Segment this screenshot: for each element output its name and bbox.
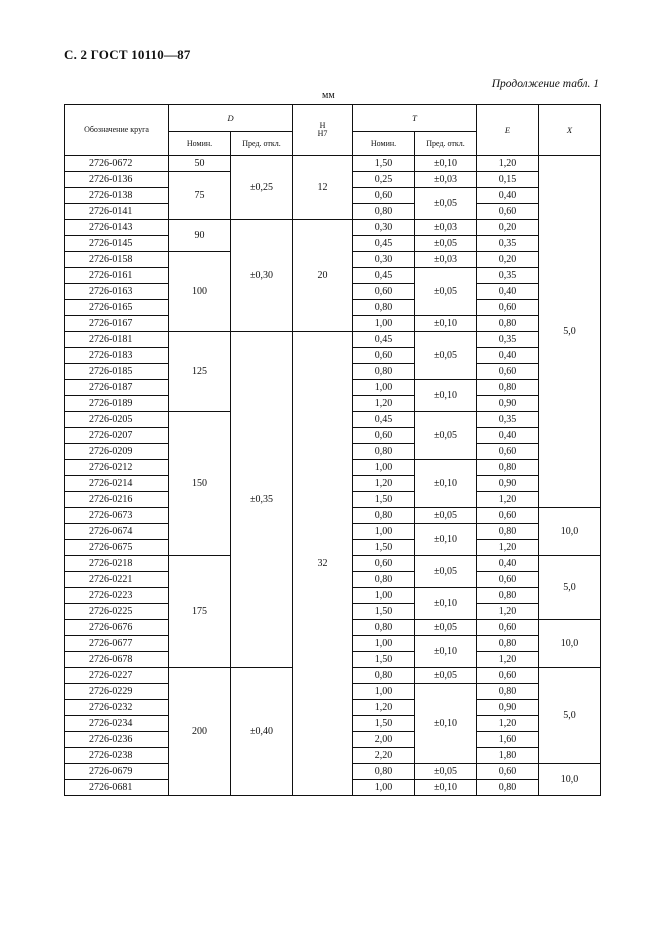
d-nominal-cell: 90 [169,220,231,252]
t-deviation-cell: ±0,05 [415,412,477,460]
d-nominal-cell: 100 [169,252,231,332]
designation-cell: 2726-0232 [65,700,169,716]
designation-cell: 2726-0677 [65,636,169,652]
x-cell: 10,0 [539,508,601,556]
t-deviation-cell: ±0,10 [415,156,477,172]
e-cell: 0,35 [477,412,539,428]
e-cell: 0,40 [477,348,539,364]
t-deviation-cell: ±0,05 [415,332,477,380]
e-cell: 0,90 [477,396,539,412]
t-deviation-cell: ±0,10 [415,316,477,332]
d-nominal-cell: 75 [169,172,231,220]
t-nominal-cell: 0,45 [353,236,415,252]
e-cell: 0,15 [477,172,539,188]
t-nominal-cell: 0,80 [353,364,415,380]
e-cell: 0,80 [477,684,539,700]
t-deviation-cell: ±0,05 [415,668,477,684]
e-cell: 0,35 [477,332,539,348]
t-deviation-cell: ±0,10 [415,524,477,556]
e-cell: 0,60 [477,364,539,380]
designation-cell: 2726-0209 [65,444,169,460]
header-h-symbol: H [319,121,326,130]
t-nominal-cell: 0,80 [353,444,415,460]
e-cell: 0,60 [477,444,539,460]
t-nominal-cell: 0,45 [353,332,415,348]
d-deviation-cell: ±0,25 [231,156,293,220]
t-deviation-cell: ±0,05 [415,620,477,636]
t-nominal-cell: 0,80 [353,204,415,220]
d-nominal-cell: 175 [169,556,231,668]
e-cell: 0,90 [477,476,539,492]
e-cell: 0,40 [477,188,539,204]
designation-cell: 2726-0672 [65,156,169,172]
e-cell: 1,20 [477,652,539,668]
h-cell: 12 [293,156,353,220]
designation-cell: 2726-0158 [65,252,169,268]
designation-cell: 2726-0678 [65,652,169,668]
e-cell: 1,60 [477,732,539,748]
t-nominal-cell: 1,00 [353,780,415,796]
designation-cell: 2726-0165 [65,300,169,316]
t-nominal-cell: 0,25 [353,172,415,188]
e-cell: 0,40 [477,428,539,444]
t-deviation-cell: ±0,10 [415,588,477,620]
e-cell: 0,40 [477,556,539,572]
designation-cell: 2726-0681 [65,780,169,796]
t-nominal-cell: 2,00 [353,732,415,748]
e-cell: 0,80 [477,636,539,652]
e-cell: 0,60 [477,764,539,780]
header-h [293,105,353,156]
e-cell: 0,20 [477,252,539,268]
x-cell: 5,0 [539,156,601,508]
e-cell: 0,35 [477,268,539,284]
designation-cell: 2726-0183 [65,348,169,364]
designation-cell: 2726-0214 [65,476,169,492]
t-nominal-cell: 1,20 [353,700,415,716]
designation-cell: 2726-0189 [65,396,169,412]
t-deviation-cell: ±0,10 [415,460,477,508]
t-nominal-cell: 0,80 [353,764,415,780]
d-deviation-cell: ±0,35 [231,332,293,668]
t-nominal-cell: 0,80 [353,620,415,636]
d-nominal-cell: 125 [169,332,231,412]
t-nominal-cell: 0,80 [353,668,415,684]
e-cell: 0,80 [477,460,539,476]
e-cell: 0,80 [477,524,539,540]
header-d: D [169,105,293,132]
t-nominal-cell: 0,60 [353,556,415,572]
e-cell: 1,20 [477,604,539,620]
wheel-dimensions-table [64,104,601,796]
e-cell: 0,40 [477,284,539,300]
designation-cell: 2726-0673 [65,508,169,524]
e-cell: 0,80 [477,780,539,796]
designation-cell: 2726-0236 [65,732,169,748]
t-nominal-cell: 0,30 [353,252,415,268]
x-cell: 10,0 [539,764,601,796]
t-nominal-cell: 1,50 [353,540,415,556]
designation-cell: 2726-0225 [65,604,169,620]
table-row [65,156,601,172]
e-cell: 1,20 [477,492,539,508]
header-t-pred: Пред. откл. [415,132,477,156]
t-nominal-cell: 1,50 [353,492,415,508]
designation-cell: 2726-0138 [65,188,169,204]
header-d-pred: Пред. откл. [231,132,293,156]
e-cell: 1,80 [477,748,539,764]
e-cell: 0,60 [477,204,539,220]
designation-cell: 2726-0207 [65,428,169,444]
d-deviation-cell: ±0,40 [231,668,293,796]
t-nominal-cell: 0,60 [353,188,415,204]
designation-cell: 2726-0212 [65,460,169,476]
t-deviation-cell: ±0,03 [415,252,477,268]
e-cell: 0,90 [477,700,539,716]
t-nominal-cell: 1,20 [353,396,415,412]
designation-cell: 2726-0679 [65,764,169,780]
designation-cell: 2726-0187 [65,380,169,396]
designation-cell: 2726-0163 [65,284,169,300]
d-nominal-cell: 200 [169,668,231,796]
e-cell: 1,20 [477,540,539,556]
e-cell: 0,60 [477,508,539,524]
d-nominal-cell: 50 [169,156,231,172]
designation-cell: 2726-0143 [65,220,169,236]
designation-cell: 2726-0227 [65,668,169,684]
t-nominal-cell: 0,60 [353,348,415,364]
t-nominal-cell: 1,50 [353,604,415,620]
header-h-tolerance: H7 [317,129,328,138]
t-nominal-cell: 1,50 [353,652,415,668]
x-cell: 10,0 [539,620,601,668]
t-nominal-cell: 1,50 [353,716,415,732]
designation-cell: 2726-0181 [65,332,169,348]
table-continuation-note: Продолжение табл. 1 [491,78,599,90]
t-nominal-cell: 0,30 [353,220,415,236]
d-nominal-cell: 150 [169,412,231,556]
t-nominal-cell: 0,60 [353,284,415,300]
t-deviation-cell: ±0,05 [415,188,477,220]
t-deviation-cell: ±0,05 [415,508,477,524]
e-cell: 0,80 [477,316,539,332]
header-e: E [477,105,539,156]
designation-cell: 2726-0161 [65,268,169,284]
t-deviation-cell: ±0,10 [415,380,477,412]
e-cell: 1,20 [477,156,539,172]
e-cell: 0,60 [477,620,539,636]
t-nominal-cell: 1,00 [353,460,415,476]
t-nominal-cell: 1,00 [353,684,415,700]
designation-cell: 2726-0223 [65,588,169,604]
designation-cell: 2726-0229 [65,684,169,700]
header-d-nomin: Номин. [169,132,231,156]
t-nominal-cell: 1,00 [353,380,415,396]
designation-cell: 2726-0676 [65,620,169,636]
t-deviation-cell: ±0,10 [415,684,477,764]
x-cell: 5,0 [539,668,601,764]
e-cell: 0,80 [477,588,539,604]
e-cell: 0,80 [477,380,539,396]
table-row [65,332,601,348]
designation-cell: 2726-0185 [65,364,169,380]
x-cell: 5,0 [539,556,601,620]
e-cell: 0,20 [477,220,539,236]
t-nominal-cell: 0,80 [353,300,415,316]
t-nominal-cell: 0,60 [353,428,415,444]
t-deviation-cell: ±0,10 [415,780,477,796]
unit-label: мм [322,90,335,101]
t-deviation-cell: ±0,05 [415,236,477,252]
t-deviation-cell: ±0,05 [415,556,477,588]
header-designation: Обозначение круга [65,105,169,156]
e-cell: 0,60 [477,668,539,684]
e-cell: 0,35 [477,236,539,252]
t-deviation-cell: ±0,05 [415,268,477,316]
h-cell: 20 [293,220,353,332]
t-nominal-cell: 2,20 [353,748,415,764]
designation-cell: 2726-0205 [65,412,169,428]
designation-cell: 2726-0145 [65,236,169,252]
t-deviation-cell: ±0,10 [415,636,477,668]
designation-cell: 2726-0218 [65,556,169,572]
header-t: T [353,105,477,132]
t-nominal-cell: 0,45 [353,268,415,284]
designation-cell: 2726-0136 [65,172,169,188]
designation-cell: 2726-0141 [65,204,169,220]
designation-cell: 2726-0167 [65,316,169,332]
designation-cell: 2726-0675 [65,540,169,556]
h-cell: 32 [293,332,353,796]
t-deviation-cell: ±0,03 [415,220,477,236]
header-t-nomin: Номин. [353,132,415,156]
t-deviation-cell: ±0,03 [415,172,477,188]
designation-cell: 2726-0674 [65,524,169,540]
header-x: X [539,105,601,156]
t-deviation-cell: ±0,05 [415,764,477,780]
e-cell: 0,60 [477,300,539,316]
designation-cell: 2726-0221 [65,572,169,588]
t-nominal-cell: 1,00 [353,524,415,540]
t-nominal-cell: 1,50 [353,156,415,172]
e-cell: 0,60 [477,572,539,588]
t-nominal-cell: 0,80 [353,508,415,524]
d-deviation-cell: ±0,30 [231,220,293,332]
designation-cell: 2726-0238 [65,748,169,764]
table-row [65,220,601,236]
designation-cell: 2726-0216 [65,492,169,508]
t-nominal-cell: 1,20 [353,476,415,492]
t-nominal-cell: 1,00 [353,636,415,652]
e-cell: 1,20 [477,716,539,732]
t-nominal-cell: 1,00 [353,316,415,332]
designation-cell: 2726-0234 [65,716,169,732]
page-header: С. 2 ГОСТ 10110—87 [64,47,191,62]
t-nominal-cell: 1,00 [353,588,415,604]
t-nominal-cell: 0,80 [353,572,415,588]
t-nominal-cell: 0,45 [353,412,415,428]
